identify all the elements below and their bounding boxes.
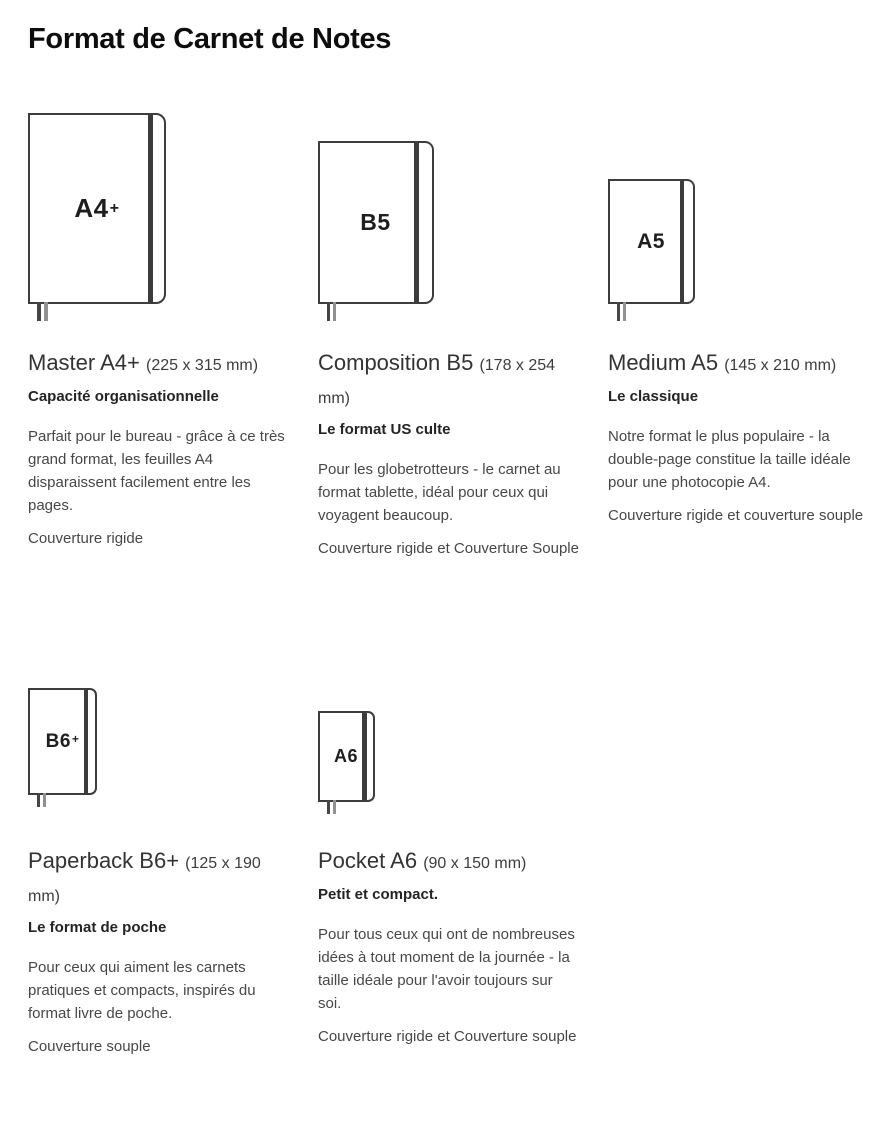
formats-row-2	[28, 678, 890, 1058]
bookmark-ribbons-icon	[327, 800, 336, 814]
page-title: Format de Carnet de Notes	[28, 23, 392, 55]
notebook-size-label: A4+	[74, 193, 120, 223]
elastic-band-icon	[148, 115, 153, 302]
bookmark-ribbon-light	[333, 800, 336, 814]
formats-row-1	[28, 93, 890, 560]
bookmark-ribbon-dark	[617, 302, 620, 321]
card-tagline: Le format de poche	[28, 919, 167, 936]
bookmark-ribbon-dark	[327, 800, 330, 814]
card-cover-types: Couverture rigide et Couverture Souple	[318, 540, 579, 557]
card-text	[318, 348, 580, 560]
card-description: Notre format le plus populaire - la double-page constitue la taille idéale pour une photocopie A4.	[608, 428, 851, 491]
card-dimensions: (125 x 190 mm)	[28, 855, 261, 905]
bookmark-ribbon-light	[623, 302, 626, 321]
card-dimensions: (178 x 254 mm)	[318, 357, 556, 407]
card-text	[28, 846, 290, 1058]
card-text	[608, 348, 870, 527]
plus-sign: +	[109, 199, 120, 217]
card-description: Parfait pour le bureau - grâce à ce très grand format, les feuilles A4 disparaissent facilement entre les pages.	[28, 428, 285, 514]
card-cover-types: Couverture souple	[28, 1038, 151, 1055]
card-composition-b5	[318, 93, 580, 560]
notebook-formats-page	[0, 22, 890, 1058]
card-title: Paperback B6+ (125 x 190 mm)	[28, 848, 261, 905]
notebook-figure-a6	[318, 678, 580, 802]
elastic-band-icon	[680, 181, 684, 302]
bookmark-ribbons-icon	[37, 793, 46, 807]
notebook-size-label: A6	[333, 746, 358, 766]
notebook-figure-b5	[318, 93, 580, 304]
card-dimensions: (90 x 150 mm)	[423, 855, 527, 872]
card-cover-types: Couverture rigide et couverture souple	[608, 507, 864, 524]
card-description: Pour ceux qui aiment les carnets pratiques et compacts, inspirés du format livre de poche.	[28, 959, 256, 1022]
bookmark-ribbon-dark	[37, 302, 41, 321]
elastic-band-icon	[84, 690, 88, 793]
card-medium-a5	[608, 93, 870, 560]
bookmark-ribbons-icon	[617, 302, 626, 321]
bookmark-ribbons-icon	[327, 302, 336, 321]
card-title: Medium A5 (145 x 210 mm)	[608, 350, 837, 375]
elastic-band-icon	[414, 143, 419, 302]
notebook-illustration-a6-icon	[318, 711, 375, 802]
card-dimensions: (225 x 315 mm)	[146, 357, 259, 374]
notebook-figure-a5	[608, 93, 870, 304]
card-cover-types: Couverture rigide	[28, 530, 144, 547]
card-tagline: Le format US culte	[318, 421, 451, 438]
card-pocket-a6	[318, 678, 580, 1058]
notebook-illustration-a5-icon	[608, 179, 695, 304]
card-title: Master A4+ (225 x 315 mm)	[28, 350, 259, 375]
card-tagline: Capacité organisationnelle	[28, 388, 219, 405]
card-tagline: Le classique	[608, 388, 699, 405]
notebook-figure-a4	[28, 93, 290, 304]
card-text	[28, 348, 290, 550]
bookmark-ribbon-dark	[327, 302, 330, 321]
card-title: Composition B5 (178 x 254 mm)	[318, 350, 556, 407]
bookmark-ribbon-light	[43, 793, 46, 807]
elastic-band-icon	[362, 713, 367, 800]
card-dimensions: (145 x 210 mm)	[724, 357, 837, 374]
card-title: Pocket A6 (90 x 150 mm)	[318, 848, 527, 873]
notebook-figure-b6	[28, 678, 290, 802]
bookmark-ribbons-icon	[37, 302, 48, 321]
bookmark-ribbon-light	[333, 302, 336, 321]
plus-sign: +	[71, 732, 80, 746]
notebook-size-label: B5	[360, 209, 391, 235]
card-description: Pour les globetrotteurs - le carnet au format tablette, idéal pour ceux qui voyagent beaucoup.	[318, 461, 561, 524]
notebook-illustration-b5-icon	[318, 141, 434, 304]
notebook-size-label: A5	[637, 229, 665, 253]
notebook-size-label: B6+	[45, 730, 80, 752]
card-tagline: Petit et compact.	[318, 886, 439, 903]
card-paperback-b6	[28, 678, 290, 1058]
notebook-illustration-b6-icon	[28, 688, 97, 795]
card-description: Pour tous ceux qui ont de nombreuses idées à tout moment de la journée - la taille idéale pour l'avoir toujours sur soi.	[318, 926, 575, 1012]
card-cover-types: Couverture rigide et Couverture souple	[318, 1028, 577, 1045]
card-text	[318, 846, 580, 1048]
notebook-illustration-a4-icon	[28, 113, 166, 304]
bookmark-ribbon-dark	[37, 793, 40, 807]
card-master-a4	[28, 93, 290, 560]
bookmark-ribbon-light	[44, 302, 48, 321]
